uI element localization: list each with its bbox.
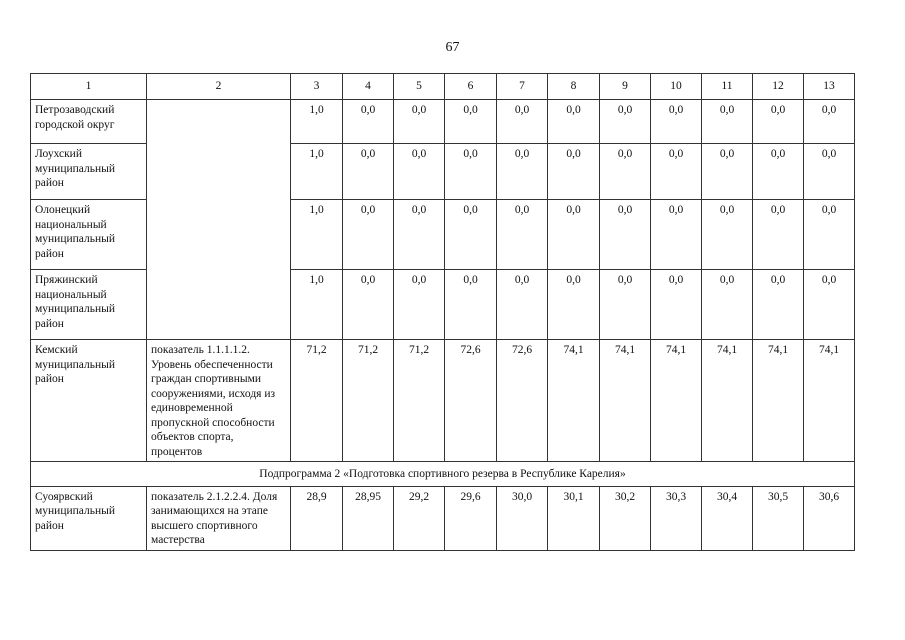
value-cell: 28,95 <box>343 486 394 550</box>
header-cell: 13 <box>804 74 855 100</box>
table-row <box>31 100 855 144</box>
value-cell: 0,0 <box>548 270 600 340</box>
indicator-cell-empty <box>147 100 291 340</box>
header-cell: 12 <box>753 74 804 100</box>
value-cell: 30,5 <box>753 486 804 550</box>
value-cell: 0,0 <box>804 100 855 144</box>
value-cell: 0,0 <box>497 144 548 200</box>
value-cell: 0,0 <box>343 200 394 270</box>
header-cell: 8 <box>548 74 600 100</box>
value-cell: 0,0 <box>394 100 445 144</box>
header-cell: 3 <box>291 74 343 100</box>
value-cell: 0,0 <box>445 144 497 200</box>
header-cell: 9 <box>600 74 651 100</box>
value-cell: 0,0 <box>343 270 394 340</box>
value-cell: 0,0 <box>497 100 548 144</box>
district-name: Лоухский муниципальный район <box>31 144 147 200</box>
value-cell: 0,0 <box>445 270 497 340</box>
value-cell: 1,0 <box>291 200 343 270</box>
value-cell: 0,0 <box>600 144 651 200</box>
value-cell: 29,6 <box>445 486 497 550</box>
value-cell: 0,0 <box>804 270 855 340</box>
subprogram-title: Подпрограмма 2 «Подготовка спортивного резерва в Республике Карелия» <box>31 462 855 487</box>
district-name: Кемский муниципальный район <box>31 340 147 462</box>
value-cell: 0,0 <box>804 200 855 270</box>
value-cell: 29,2 <box>394 486 445 550</box>
table-row <box>31 486 855 550</box>
value-cell: 74,1 <box>753 340 804 462</box>
header-cell: 4 <box>343 74 394 100</box>
value-cell: 1,0 <box>291 144 343 200</box>
value-cell: 0,0 <box>651 100 702 144</box>
value-cell: 1,0 <box>291 100 343 144</box>
district-name: Суоярвский муниципальный район <box>31 486 147 550</box>
value-cell: 1,0 <box>291 270 343 340</box>
value-cell: 74,1 <box>600 340 651 462</box>
value-cell: 0,0 <box>445 200 497 270</box>
subprogram-row <box>31 462 855 487</box>
value-cell: 0,0 <box>394 144 445 200</box>
indicator-description: показатель 2.1.2.2.4. Доля занимающихся на этапе высшего спортивного мастерства <box>147 486 291 550</box>
value-cell: 0,0 <box>753 270 804 340</box>
value-cell: 0,0 <box>497 270 548 340</box>
value-cell: 0,0 <box>702 200 753 270</box>
value-cell: 30,4 <box>702 486 753 550</box>
value-cell: 0,0 <box>394 270 445 340</box>
value-cell: 74,1 <box>651 340 702 462</box>
header-cell: 10 <box>651 74 702 100</box>
value-cell: 0,0 <box>548 144 600 200</box>
value-cell: 0,0 <box>651 270 702 340</box>
value-cell: 0,0 <box>753 200 804 270</box>
value-cell: 30,1 <box>548 486 600 550</box>
value-cell: 30,0 <box>497 486 548 550</box>
value-cell: 30,2 <box>600 486 651 550</box>
value-cell: 0,0 <box>651 200 702 270</box>
value-cell: 74,1 <box>548 340 600 462</box>
value-cell: 0,0 <box>600 270 651 340</box>
district-name: Олонецкий национальный муниципальный район <box>31 200 147 270</box>
value-cell: 0,0 <box>343 100 394 144</box>
value-cell: 0,0 <box>702 270 753 340</box>
value-cell: 0,0 <box>702 100 753 144</box>
value-cell: 74,1 <box>804 340 855 462</box>
value-cell: 28,9 <box>291 486 343 550</box>
value-cell: 0,0 <box>445 100 497 144</box>
value-cell: 30,6 <box>804 486 855 550</box>
value-cell: 0,0 <box>394 200 445 270</box>
value-cell: 0,0 <box>497 200 548 270</box>
header-row <box>31 74 855 100</box>
value-cell: 72,6 <box>497 340 548 462</box>
value-cell: 0,0 <box>548 200 600 270</box>
value-cell: 30,3 <box>651 486 702 550</box>
page-number: 67 <box>445 40 460 55</box>
value-cell: 71,2 <box>394 340 445 462</box>
value-cell: 0,0 <box>753 100 804 144</box>
indicator-description: показатель 1.1.1.1.2. Уровень обеспеченности граждан спортивными сооружениями, исходя из единовременной пропускной способности объектов спорта, процентов <box>147 340 291 462</box>
value-cell: 0,0 <box>600 100 651 144</box>
header-cell: 5 <box>394 74 445 100</box>
value-cell: 0,0 <box>600 200 651 270</box>
value-cell: 0,0 <box>651 144 702 200</box>
header-cell: 1 <box>31 74 147 100</box>
value-cell: 71,2 <box>291 340 343 462</box>
value-cell: 0,0 <box>343 144 394 200</box>
header-cell: 6 <box>445 74 497 100</box>
value-cell: 71,2 <box>343 340 394 462</box>
header-cell: 11 <box>702 74 753 100</box>
table-row <box>31 340 855 462</box>
value-cell: 72,6 <box>445 340 497 462</box>
data-table <box>30 73 855 551</box>
value-cell: 0,0 <box>804 144 855 200</box>
value-cell: 0,0 <box>702 144 753 200</box>
value-cell: 74,1 <box>702 340 753 462</box>
district-name: Пряжинский национальный муниципальный район <box>31 270 147 340</box>
value-cell: 0,0 <box>753 144 804 200</box>
header-cell: 2 <box>147 74 291 100</box>
district-name: Петрозаводский городской округ <box>31 100 147 144</box>
value-cell: 0,0 <box>548 100 600 144</box>
header-cell: 7 <box>497 74 548 100</box>
